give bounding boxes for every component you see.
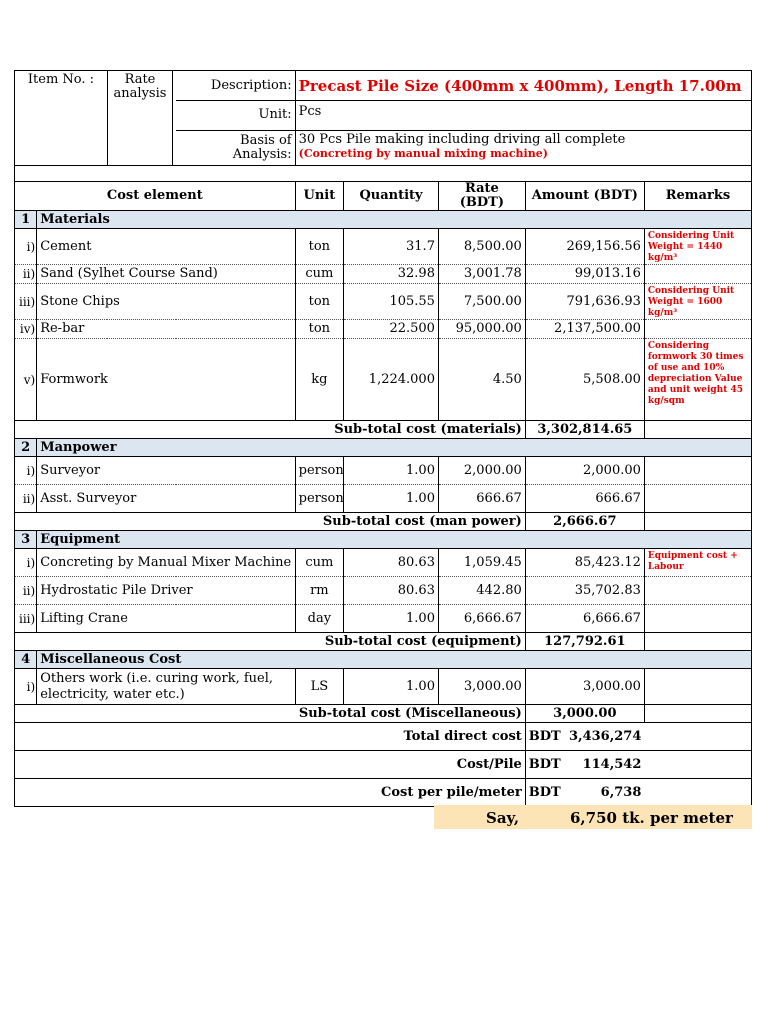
row-amount: 269,156.56 — [525, 229, 644, 265]
cost-per-pile-label: Cost/Pile — [15, 751, 526, 779]
subtotal-label: Sub-total cost (equipment) — [15, 633, 526, 651]
unit-label: Unit: — [176, 101, 295, 130]
section-number: 3 — [15, 531, 37, 549]
row-unit: ton — [295, 320, 343, 339]
row-amount: 3,000.00 — [525, 669, 644, 705]
row-amount: 2,000.00 — [525, 457, 644, 485]
row-qty: 1.00 — [344, 457, 439, 485]
section-number: 2 — [15, 439, 37, 457]
row-remark: Considering formwork 30 times of use and 10% depreciation Value and unit weight 45 kg/sqm — [644, 339, 751, 421]
row-unit: kg — [295, 339, 343, 421]
table-row — [15, 284, 752, 320]
currency: BDT — [528, 728, 561, 744]
basis-label: Basis of Analysis: — [176, 130, 295, 165]
row-qty: 32.98 — [344, 265, 439, 284]
col-amount: Amount (BDT) — [525, 182, 644, 211]
row-qty: 80.63 — [344, 549, 439, 577]
row-rate: 7,500.00 — [438, 284, 525, 320]
currency: BDT — [528, 784, 561, 800]
row-rate: 3,001.78 — [438, 265, 525, 284]
row-rate: 3,000.00 — [438, 669, 525, 705]
row-name: Stone Chips — [37, 284, 295, 320]
section-title: Manpower — [37, 439, 752, 457]
row-qty: 80.63 — [344, 577, 439, 605]
col-remarks: Remarks — [644, 182, 751, 211]
description-label: Description: — [176, 71, 295, 101]
row-unit: LS — [295, 669, 343, 705]
row-rate: 8,500.00 — [438, 229, 525, 265]
section-number: 4 — [15, 651, 37, 669]
col-unit: Unit — [295, 182, 343, 211]
row-qty: 1.00 — [344, 485, 439, 513]
subtotal-value: 2,666.67 — [525, 513, 644, 531]
table-row — [15, 669, 752, 705]
row-qty: 105.55 — [344, 284, 439, 320]
table-row — [15, 320, 752, 339]
row-qty: 1.00 — [344, 605, 439, 633]
total-direct-value: 3,436,274 — [569, 728, 642, 744]
unit-value: Pcs — [295, 101, 751, 130]
row-unit: ton — [295, 229, 343, 265]
row-remark — [644, 485, 751, 513]
rate-analysis-sheet — [14, 70, 752, 807]
section-header-manpower — [15, 439, 752, 457]
row-qty: 31.7 — [344, 229, 439, 265]
row-remark — [644, 457, 751, 485]
row-rate: 6,666.67 — [438, 605, 525, 633]
subtotal-value: 3,000.00 — [525, 705, 644, 723]
row-unit: rm — [295, 577, 343, 605]
row-name: Hydrostatic Pile Driver — [37, 577, 295, 605]
row-name: Re-bar — [37, 320, 295, 339]
row-index: i) — [15, 669, 37, 705]
currency: BDT — [528, 756, 561, 772]
section-header-materials — [15, 211, 752, 229]
row-rate: 4.50 — [438, 339, 525, 421]
cost-per-meter-row — [15, 779, 752, 807]
subtotal-row-manpower — [15, 513, 752, 531]
total-direct-row — [15, 723, 752, 751]
basis-value: 30 Pcs Pile making including driving all complete — [298, 131, 626, 147]
cost-per-meter-value: 6,738 — [600, 784, 642, 800]
subtotal-row-materials — [15, 421, 752, 439]
row-qty: 1,224.000 — [344, 339, 439, 421]
rate-analysis-table — [14, 70, 752, 807]
col-cost-element: Cost element — [15, 182, 296, 211]
cost-per-pile-value: 114,542 — [582, 756, 642, 772]
section-number: 1 — [15, 211, 37, 229]
row-qty: 22.500 — [344, 320, 439, 339]
row-index: ii) — [15, 577, 37, 605]
row-index: ii) — [15, 265, 37, 284]
cost-per-meter-label: Cost per pile/meter — [15, 779, 526, 807]
row-name: Formwork — [37, 339, 295, 421]
row-remark — [644, 577, 751, 605]
table-row — [15, 549, 752, 577]
row-unit: cum — [295, 549, 343, 577]
row-index: iii) — [15, 605, 37, 633]
rate-analysis-label: Rate analysis — [107, 71, 173, 165]
spacer-row — [15, 166, 752, 182]
row-amount: 99,013.16 — [525, 265, 644, 284]
item-no-label: Item No. : — [27, 72, 95, 87]
row-rate: 442.80 — [438, 577, 525, 605]
row-amount: 85,423.12 — [525, 549, 644, 577]
row-remark: Considering Unit Weight = 1600 kg/m³ — [644, 284, 751, 320]
subtotal-label: Sub-total cost (Miscellaneous) — [15, 705, 526, 723]
header-row-description — [15, 71, 752, 101]
row-amount: 5,508.00 — [525, 339, 644, 421]
section-title: Miscellaneous Cost — [37, 651, 752, 669]
section-header-equipment — [15, 531, 752, 549]
subtotal-value: 3,302,814.65 — [525, 421, 644, 439]
row-amount: 2,137,500.00 — [525, 320, 644, 339]
column-header-row — [15, 182, 752, 211]
description-value: Precast Pile Size (400mm x 400mm), Length 17.00m — [295, 71, 751, 101]
table-row — [15, 577, 752, 605]
row-index: i) — [15, 549, 37, 577]
col-rate: Rate (BDT) — [438, 182, 525, 211]
col-quantity: Quantity — [344, 182, 439, 211]
table-row — [15, 265, 752, 284]
row-remark: Equipment cost + Labour — [644, 549, 751, 577]
say-label: Say, — [486, 809, 520, 827]
row-amount: 666.67 — [525, 485, 644, 513]
subtotal-label: Sub-total cost (materials) — [15, 421, 526, 439]
row-amount: 791,636.93 — [525, 284, 644, 320]
row-amount: 6,666.67 — [525, 605, 644, 633]
row-unit: ton — [295, 284, 343, 320]
row-amount: 35,702.83 — [525, 577, 644, 605]
table-row — [15, 485, 752, 513]
row-rate: 666.67 — [438, 485, 525, 513]
row-index: ii) — [15, 485, 37, 513]
row-rate: 1,059.45 — [438, 549, 525, 577]
row-unit: person — [295, 485, 343, 513]
cost-per-pile-row — [15, 751, 752, 779]
row-name: Cement — [37, 229, 295, 265]
table-row — [15, 229, 752, 265]
row-index: iii) — [15, 284, 37, 320]
row-unit: day — [295, 605, 343, 633]
say-banner — [434, 805, 752, 829]
row-name: Lifting Crane — [37, 605, 295, 633]
section-title: Materials — [37, 211, 752, 229]
table-row — [15, 457, 752, 485]
row-index: iv) — [15, 320, 37, 339]
row-name: Surveyor — [37, 457, 295, 485]
section-header-misc — [15, 651, 752, 669]
row-unit: cum — [295, 265, 343, 284]
subtotal-row-equipment — [15, 633, 752, 651]
row-rate: 95,000.00 — [438, 320, 525, 339]
table-row — [15, 605, 752, 633]
row-remark — [644, 605, 751, 633]
row-name: Others work (i.e. curing work, fuel, electricity, water etc.) — [37, 669, 295, 705]
row-qty: 1.00 — [344, 669, 439, 705]
row-name: Concreting by Manual Mixer Machine — [37, 549, 295, 577]
row-index: i) — [15, 229, 37, 265]
subtotal-row-misc — [15, 705, 752, 723]
section-title: Equipment — [37, 531, 752, 549]
row-index: i) — [15, 457, 37, 485]
row-remark: Considering Unit Weight = 1440 kg/m³ — [644, 229, 751, 265]
row-unit: person — [295, 457, 343, 485]
row-index: v) — [15, 339, 37, 421]
row-rate: 2,000.00 — [438, 457, 525, 485]
basis-note: (Concreting by manual mixing machine) — [298, 146, 548, 160]
row-remark — [644, 669, 751, 705]
row-remark — [644, 265, 751, 284]
row-name: Asst. Surveyor — [37, 485, 295, 513]
total-direct-label: Total direct cost — [15, 723, 526, 751]
table-row — [15, 339, 752, 421]
row-name: Sand (Sylhet Course Sand) — [37, 265, 295, 284]
subtotal-value: 127,792.61 — [525, 633, 644, 651]
say-value: 6,750 tk. per meter — [570, 809, 733, 827]
row-remark — [644, 320, 751, 339]
subtotal-label: Sub-total cost (man power) — [15, 513, 526, 531]
